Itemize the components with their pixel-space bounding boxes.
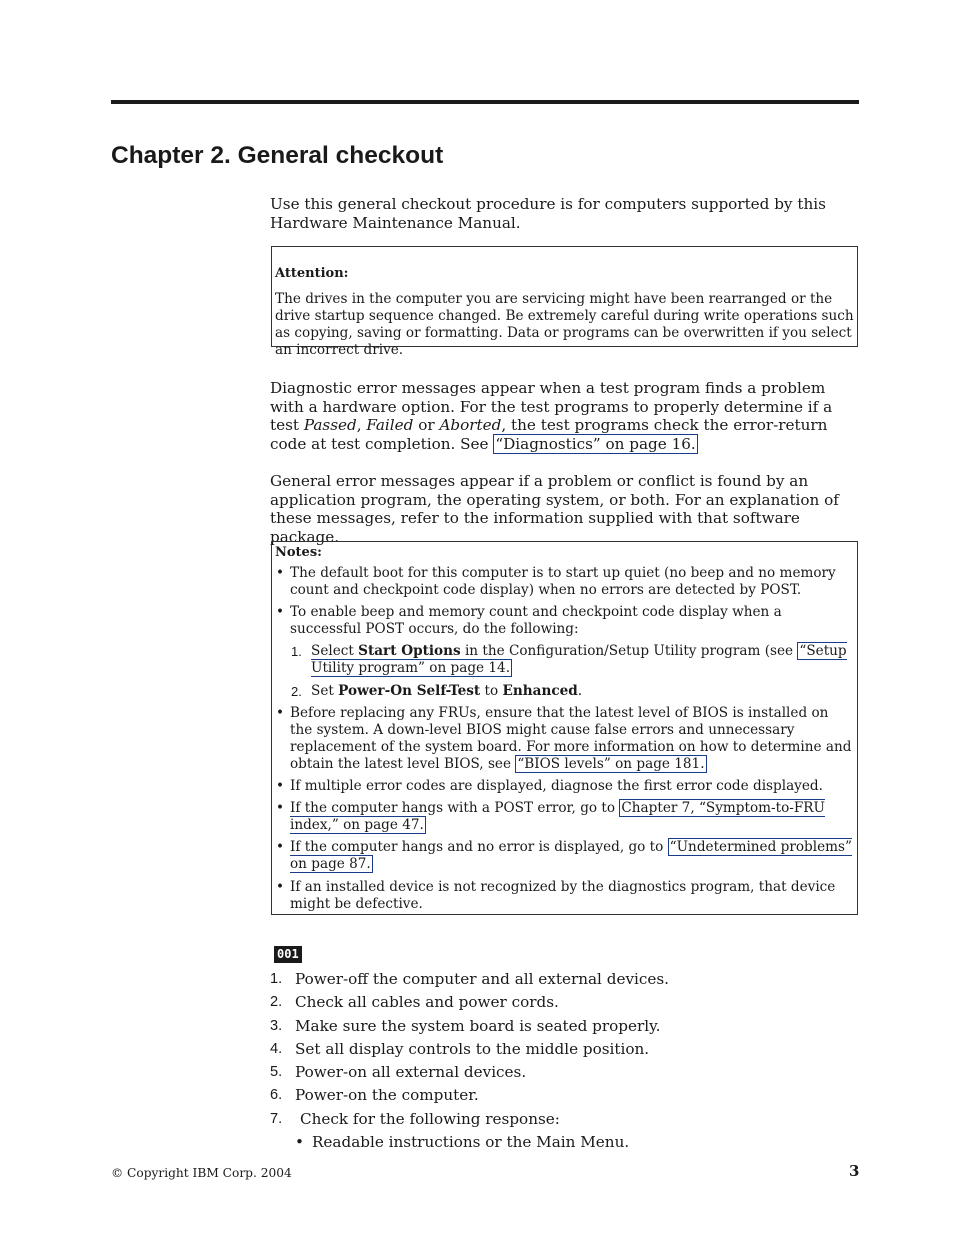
note-text: If an installed device is not recognized by the diagnostics program, that device might be defective. [290, 878, 836, 912]
bullet-icon: • [276, 604, 285, 621]
step-number: 1. [270, 971, 283, 987]
note-text: If the computer hangs with a POST error, go to [290, 800, 620, 817]
attention-label: Attention: [275, 266, 349, 281]
step-text: Readable instructions or the Main Menu. [312, 1133, 630, 1152]
note-text: The default boot for this computer is to start up quiet (no beep and no memory count and checkpoint code display) when no errors are detected by POST. [290, 565, 836, 599]
general-errors-paragraph: General error messages appear if a problem or conflict is found by an application program, the operating system, or both. For an explanation of these messages, refer to the information supplied with that software package. [270, 472, 839, 546]
bullet-icon: • [276, 565, 285, 581]
step-item [270, 1015, 860, 1038]
step-number: 6. [270, 1087, 283, 1104]
diagnostics-paragraph [270, 379, 860, 453]
note-item [275, 705, 854, 773]
diagnostics-link[interactable]: “Diagnostics” on page 16. [495, 434, 696, 453]
undetermined-problems-link[interactable]: “Undetermined problems” on page 87. [290, 839, 852, 873]
note-item [275, 565, 854, 599]
step-number: 7. [270, 1110, 283, 1127]
step-item [270, 991, 860, 1014]
copyright-footer: © Copyright IBM Corp. 2004 [111, 1166, 292, 1180]
substep-text: . [577, 682, 583, 699]
aborted-term: Aborted [439, 416, 502, 435]
note-item [275, 800, 854, 834]
checkout-steps [270, 968, 860, 1154]
diag-text-1: Diagnostic error messages appear when a test program finds a problem with a hardware option. For the test programs to properly determine if a test [270, 379, 833, 435]
start-options-term: Start Options [358, 643, 461, 660]
step-item [270, 1084, 860, 1107]
step-text: Check all cables and power cords. [295, 993, 559, 1012]
diag-or: or [413, 416, 440, 435]
attention-text: The drives in the computer you are servicing might have been rearranged or the drive startup sequence changed. Be extremely careful during write operations such as copying, saving or formatting. Data or programs can be overwritten if you select an incorrect drive. [275, 291, 854, 359]
step-text: Make sure the system board is seated properly. [295, 1016, 661, 1035]
step-text: Power-on all external devices. [295, 1063, 527, 1082]
substep-text: in the Configuration/Setup Utility program (see [460, 643, 798, 660]
note-item [275, 604, 854, 699]
step-item [270, 1038, 860, 1061]
step-item [270, 968, 860, 991]
note-text: To enable beep and memory count and checkpoint code display when a successful POST occurs, do the following: [290, 604, 782, 638]
note-item [275, 778, 854, 795]
note-item [275, 879, 854, 913]
chapter-title: Chapter 2. General checkout [111, 142, 444, 169]
substep-text: Set [311, 682, 339, 699]
step-number: 2. [270, 994, 283, 1011]
diag-comma: , [356, 416, 367, 435]
page-number: 3 [849, 1162, 860, 1180]
intro-paragraph: Use this general checkout procedure is for computers supported by this Hardware Maintenance Manual. [270, 195, 826, 232]
bullet-icon: • [295, 1133, 304, 1152]
bullet-icon: • [276, 878, 285, 895]
step-item [270, 1108, 860, 1131]
step-subitem [270, 1131, 860, 1154]
step-text: Set all display controls to the middle position. [295, 1039, 650, 1058]
step-item [270, 1061, 860, 1084]
step-code-badge: 001 [274, 946, 302, 963]
bullet-icon: • [276, 778, 285, 795]
substep-number: 2. [291, 683, 302, 699]
substep-text: Select [311, 643, 359, 660]
setup-utility-link[interactable]: “Setup Utility program” on page 14. [311, 643, 847, 677]
note-item [275, 839, 854, 873]
bios-levels-link[interactable]: “BIOS levels” on page 181. [517, 755, 705, 772]
step-number: 3. [270, 1017, 283, 1034]
note-substep [290, 643, 854, 677]
bullet-icon: • [276, 704, 285, 721]
step-text: Power-off the computer and all external devices. [295, 970, 669, 988]
diag-text-2: , the test programs check the error-return code at test completion. See [270, 416, 828, 453]
note-text: Before replacing any FRUs, ensure that the latest level of BIOS is installed on the system. A down-level BIOS might cause false errors and unnecessary replacement of the system board. For more information on how to determine and obtain the latest level BIOS, see [290, 704, 852, 772]
substep-text: to [480, 682, 503, 699]
step-number: 5. [270, 1064, 283, 1081]
enhanced-term: Enhanced [502, 682, 578, 699]
notes-box [271, 541, 858, 915]
post-term: Power-On Self-Test [338, 682, 481, 699]
note-text: If the computer hangs and no error is displayed, go to [290, 839, 668, 856]
note-substep [290, 683, 854, 700]
bullet-icon: • [276, 800, 285, 817]
substep-number: 1. [291, 644, 302, 660]
attention-box [271, 246, 858, 359]
failed-term: Failed [366, 416, 414, 435]
passed-term: Passed [303, 416, 357, 435]
symptom-to-fru-link[interactable]: Chapter 7, “Symptom-to-FRU index,” on page 47. [290, 800, 825, 834]
top-rule [111, 100, 859, 104]
step-text: Check for the following response: [300, 1109, 560, 1128]
step-number: 4. [270, 1040, 283, 1057]
note-text: If multiple error codes are displayed, diagnose the first error code displayed. [290, 778, 823, 795]
bullet-icon: • [276, 839, 285, 856]
step-text: Power-on the computer. [295, 1086, 479, 1105]
notes-label: Notes: [275, 545, 322, 560]
